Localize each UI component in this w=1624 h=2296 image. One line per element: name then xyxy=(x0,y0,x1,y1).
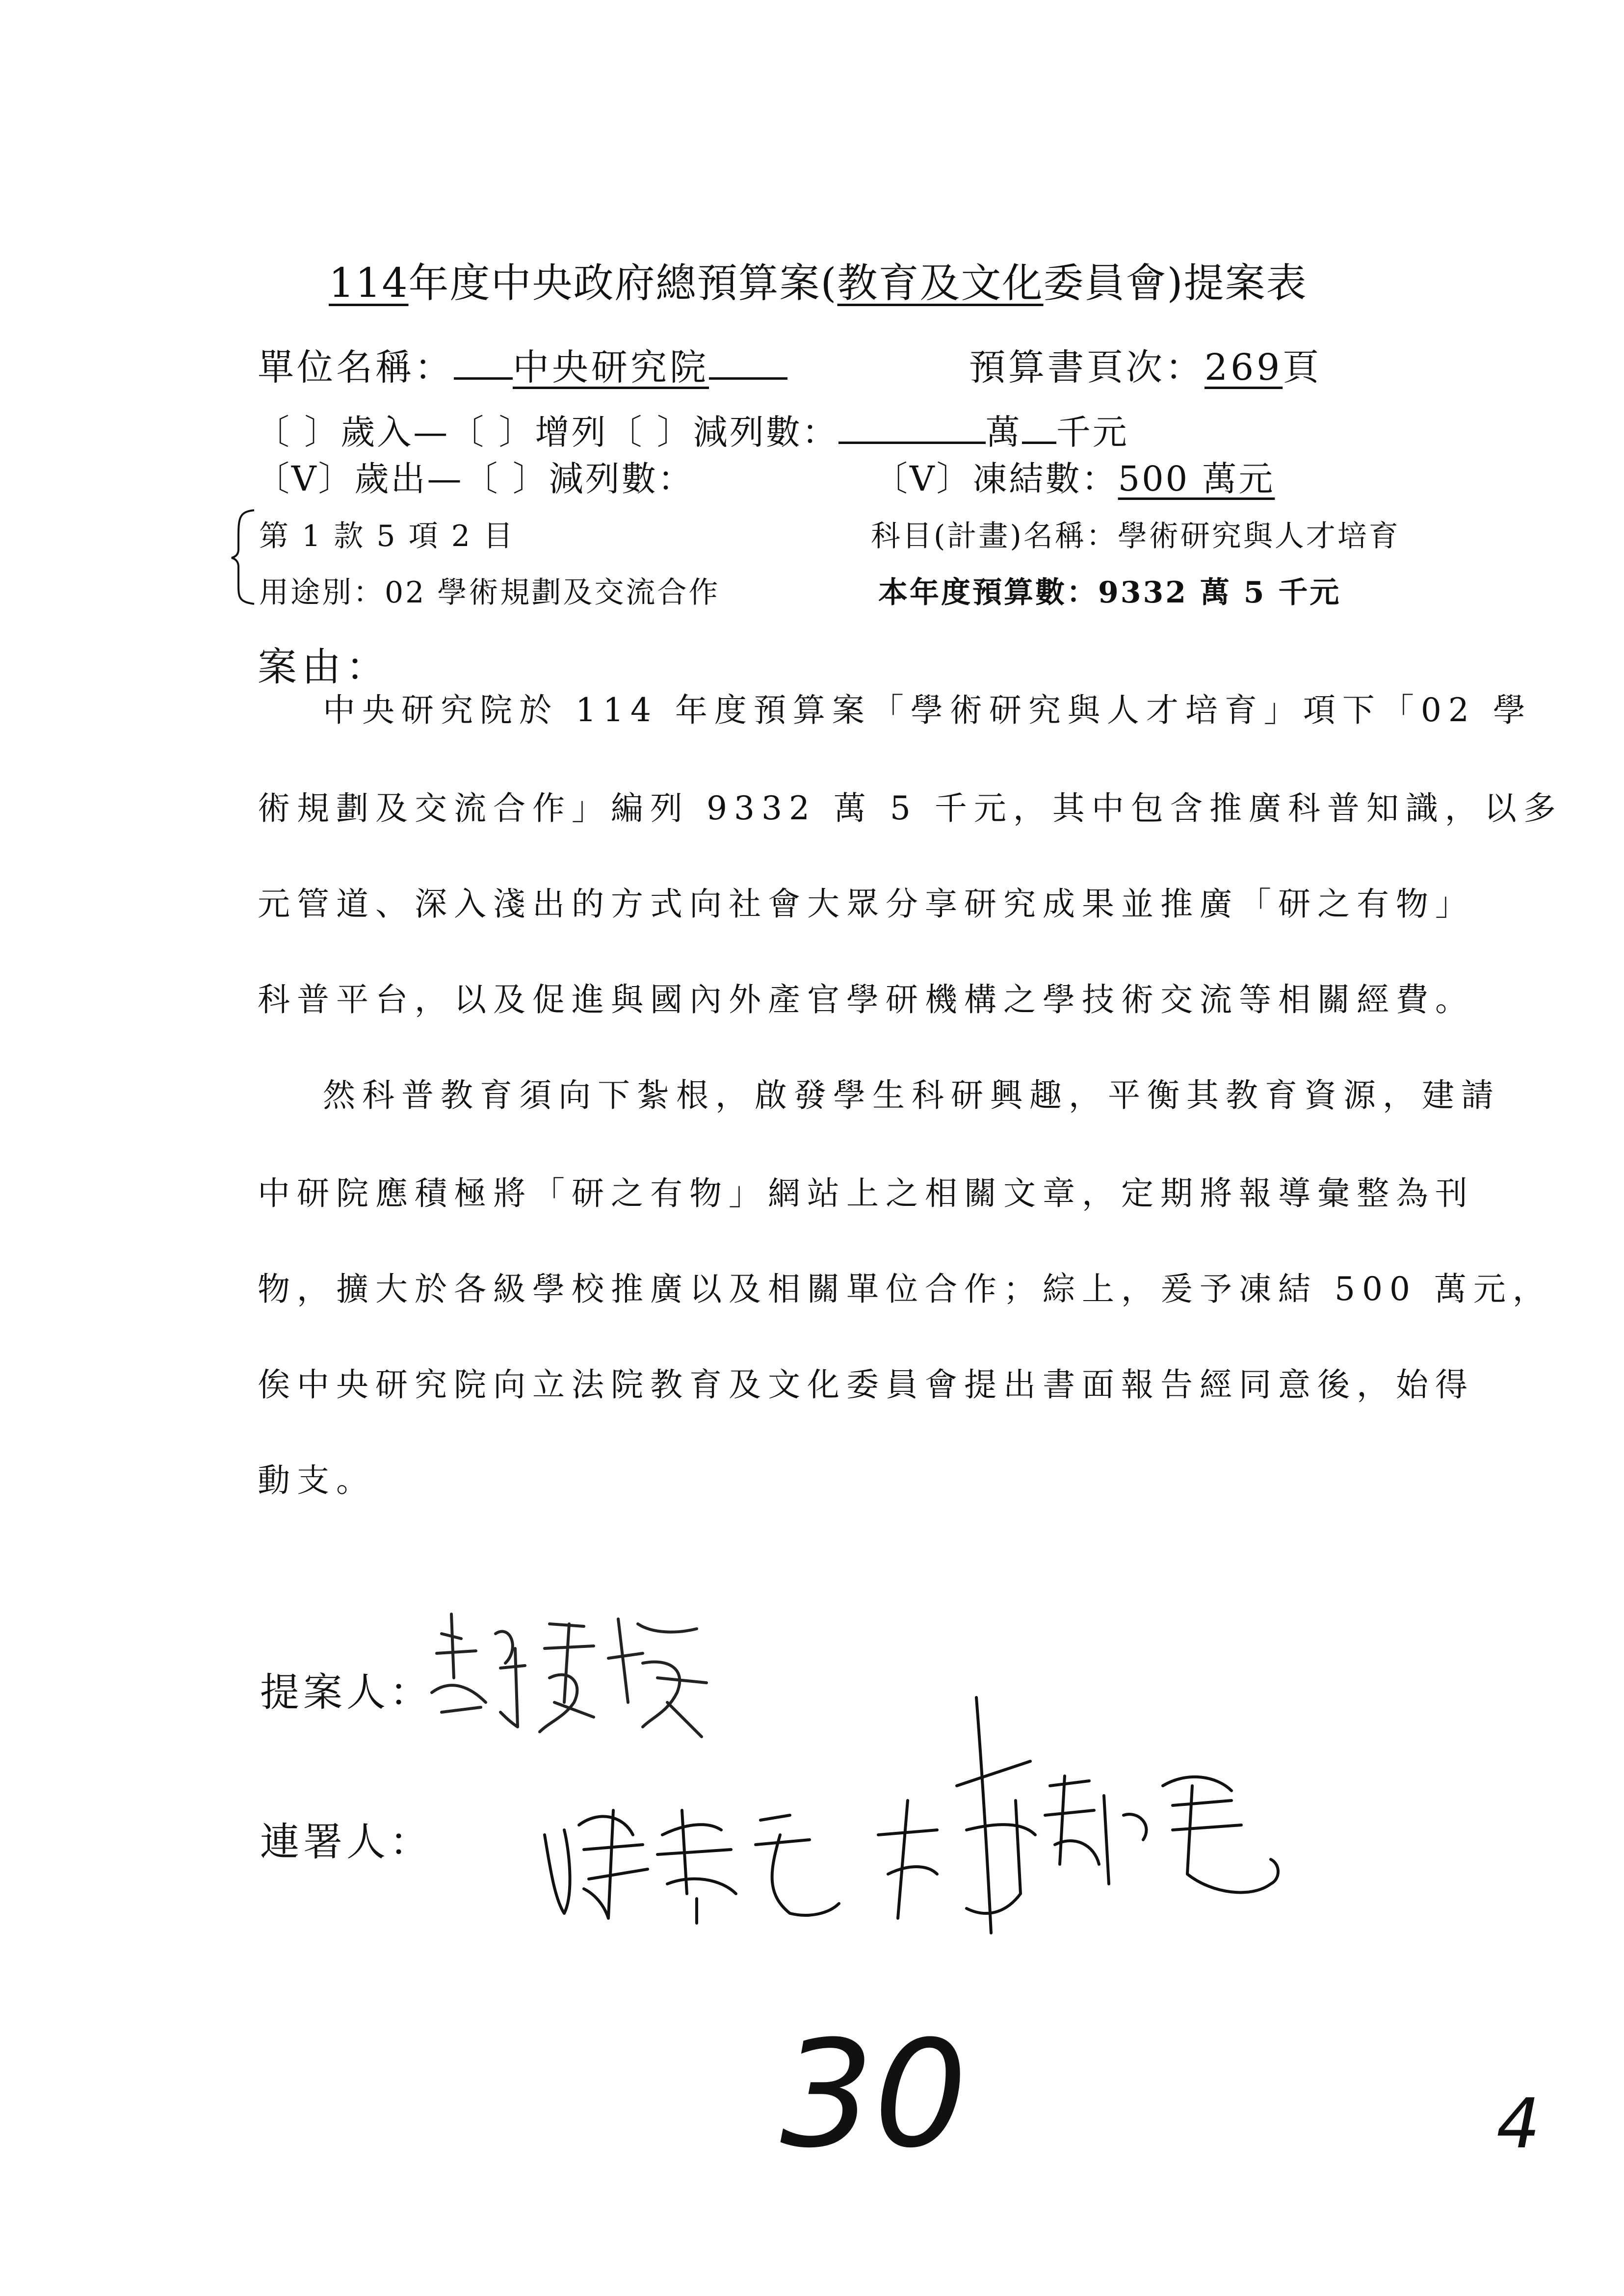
revenue-amount-blank xyxy=(838,412,986,444)
unit-blank-left xyxy=(454,348,513,380)
handwritten-number: 30 xyxy=(780,2009,968,2180)
revenue-thousand-blank xyxy=(1022,412,1056,444)
title-mid: 年度中央政府總預算案( xyxy=(408,260,838,307)
unit-value: 中央研究院 xyxy=(513,346,709,389)
annual-budget: 本年度預算數：9332 萬 5 千元 xyxy=(878,575,1341,610)
subject-name: 科目(計畫)名稱：學術研究與人才培育 xyxy=(871,519,1400,553)
expense-row xyxy=(255,451,694,501)
purpose: 用途別：02 學術規劃及交流合作 xyxy=(259,575,720,610)
unit-label: 單位名稱： xyxy=(258,346,454,389)
title-year: 114 xyxy=(329,260,409,307)
freeze-value: 500 萬元 xyxy=(1118,459,1275,499)
title-end: 委員會)提案表 xyxy=(1043,260,1308,307)
case-line-4: 科普平台，以及促進與國內外產官學研機構之學技術交流等相關經費。 xyxy=(258,981,1474,1018)
case-line-3: 元管道、深入淺出的方式向社會大眾分享研究成果並推廣「研之有物」 xyxy=(258,885,1474,923)
revenue-row xyxy=(255,405,1129,454)
budget-page-value: 269 xyxy=(1205,346,1283,389)
freeze-label: 〔V〕凍結數： xyxy=(873,459,1118,499)
proposer-label: 提案人： xyxy=(260,1670,433,1715)
case-line-6: 中研院應積極將「研之有物」網站上之相關文章，定期將報導彙整為刊 xyxy=(258,1174,1474,1212)
cosigner-signature xyxy=(535,1688,1300,1943)
item-code: 第 1 款 5 項 2 目 xyxy=(259,519,515,553)
unit-blank-right xyxy=(709,348,787,380)
case-line-8: 俟中央研究院向立法院教育及文化委員會提出書面報告經同意後，始得 xyxy=(258,1366,1474,1404)
freeze-row xyxy=(873,451,1275,501)
case-line-1: 中央研究院於 114 年度預算案「學術研究與人才培育」項下「02 學 xyxy=(323,691,1532,729)
cosigner-label: 連署人： xyxy=(260,1819,433,1865)
budget-page-unit: 頁 xyxy=(1283,346,1322,389)
page-number: 4 xyxy=(1496,2084,1541,2164)
unit-row xyxy=(258,339,787,391)
case-heading: 案由： xyxy=(258,644,390,690)
document-title xyxy=(329,251,1308,309)
case-line-2: 術規劃及交流合作」編列 9332 萬 5 千元，其中包含推廣科普知識，以多 xyxy=(258,789,1563,827)
left-brace xyxy=(230,508,259,606)
revenue-wan: 萬 xyxy=(985,412,1022,452)
revenue-qianyuan: 千元 xyxy=(1056,412,1129,452)
title-committee: 教育及文化 xyxy=(837,260,1044,307)
case-line-5: 然科普教育須向下紮根，啟發學生科研興趣，平衡其教育資源，建請 xyxy=(323,1076,1500,1114)
case-line-7: 物，擴大於各級學校推廣以及相關單位合作；綜上，爰予凍結 500 萬元， xyxy=(258,1270,1552,1308)
revenue-label: 〔 〕歲入—〔 〕增列〔 〕減列數： xyxy=(255,412,838,452)
budget-page-label: 預算書頁次： xyxy=(969,346,1205,389)
budget-page-row xyxy=(969,339,1322,391)
case-line-9: 動支。 xyxy=(258,1461,375,1499)
expense-label: 〔V〕歲出—〔 〕減列數： xyxy=(255,459,694,499)
